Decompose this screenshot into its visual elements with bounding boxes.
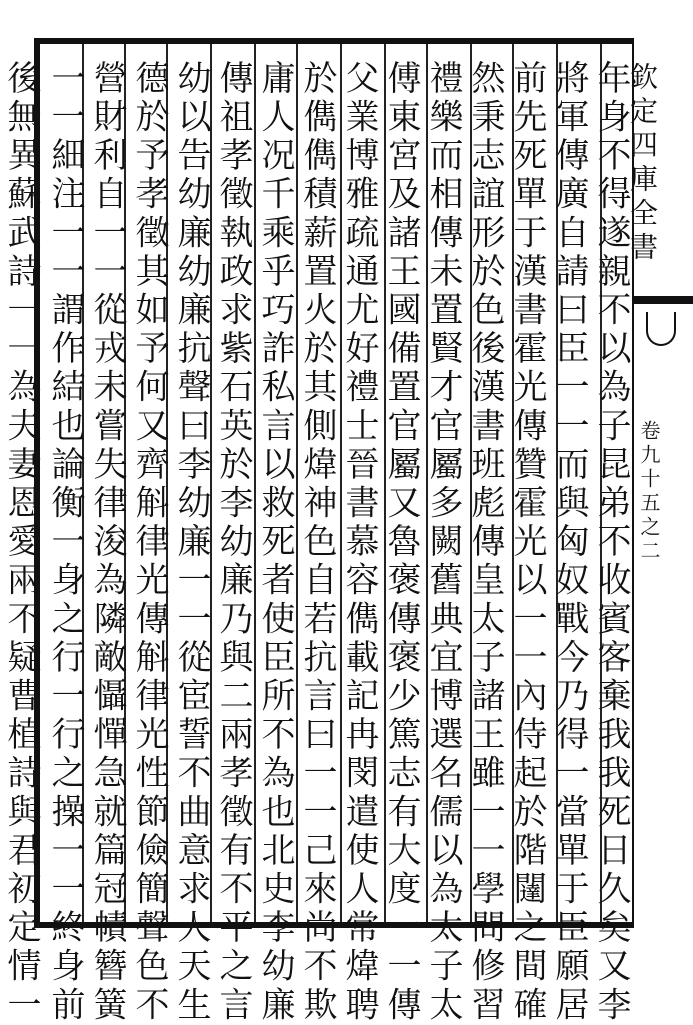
- text-column-13: 營財利自一一從戎未嘗失律浚為隣敵懾憚急就篇冠幘簪簧: [87, 60, 127, 1025]
- text-column-10: 傳祖孝徵執政求紫石英於李幼廉乃與二兩孝徵有不平之言: [213, 60, 253, 1025]
- fishtail-mark: [646, 312, 676, 346]
- volume-label: 卷九十五之二: [637, 420, 661, 564]
- text-column-3: 前先死單于漢書霍光傳贊霍光以一一內侍起於階闥之間確: [507, 60, 547, 1025]
- text-column-11: 幼以告幼廉幼廉抗聲曰李幼廉一一從宦誓不曲意求人天生: [171, 60, 211, 1025]
- text-column-1: 年身不得遂親不以為子昆弟不收賓客棄我我死日久矣又李: [591, 60, 631, 1025]
- text-column-14: 一一細注一一謂作結也論衡一身之行一行之操一一終身前: [45, 60, 85, 1025]
- text-column-4: 然秉志誼形於色後漢書班彪傳皇太子諸王雖一一學問修習: [465, 60, 505, 1025]
- book-title: 欽定四庫全書: [626, 62, 659, 266]
- text-column-16: [0, 60, 2, 920]
- text-column-8: 於儁儁積薪置火於其側煒神色自若抗言曰一一己來尚不欺: [297, 60, 337, 1025]
- fold-bar: [632, 296, 693, 304]
- text-column-9: 庸人况千乘乎巧詐私言以救死者使臣所不為也北史李幼廉: [255, 60, 295, 1025]
- text-column-12: 德於予孝徵其如予何又齊斛律光傳斛律光性節儉簡聲色不: [129, 60, 169, 1025]
- text-column-6: 傅東宮及諸王國備置官屬又魯褒傳褒少篤志有大度一一傳: [381, 60, 421, 1025]
- text-column-15: 後無異蘇武詩一一為夫妻恩愛兩不疑曹植詩與君初定情一: [1, 60, 41, 1025]
- text-column-2: 將軍傳廣自請曰臣一一而與匈奴戰今乃得一當單于臣願居: [549, 60, 589, 1025]
- text-column-5: 禮樂而相傳未置賢才官屬多闕舊典宜博選名儒以為太子太: [423, 60, 463, 1025]
- text-column-7: 父業博雅疏通尤好禮士晉書慕容儁載記冉閔遣使人常煒聘: [339, 60, 379, 1025]
